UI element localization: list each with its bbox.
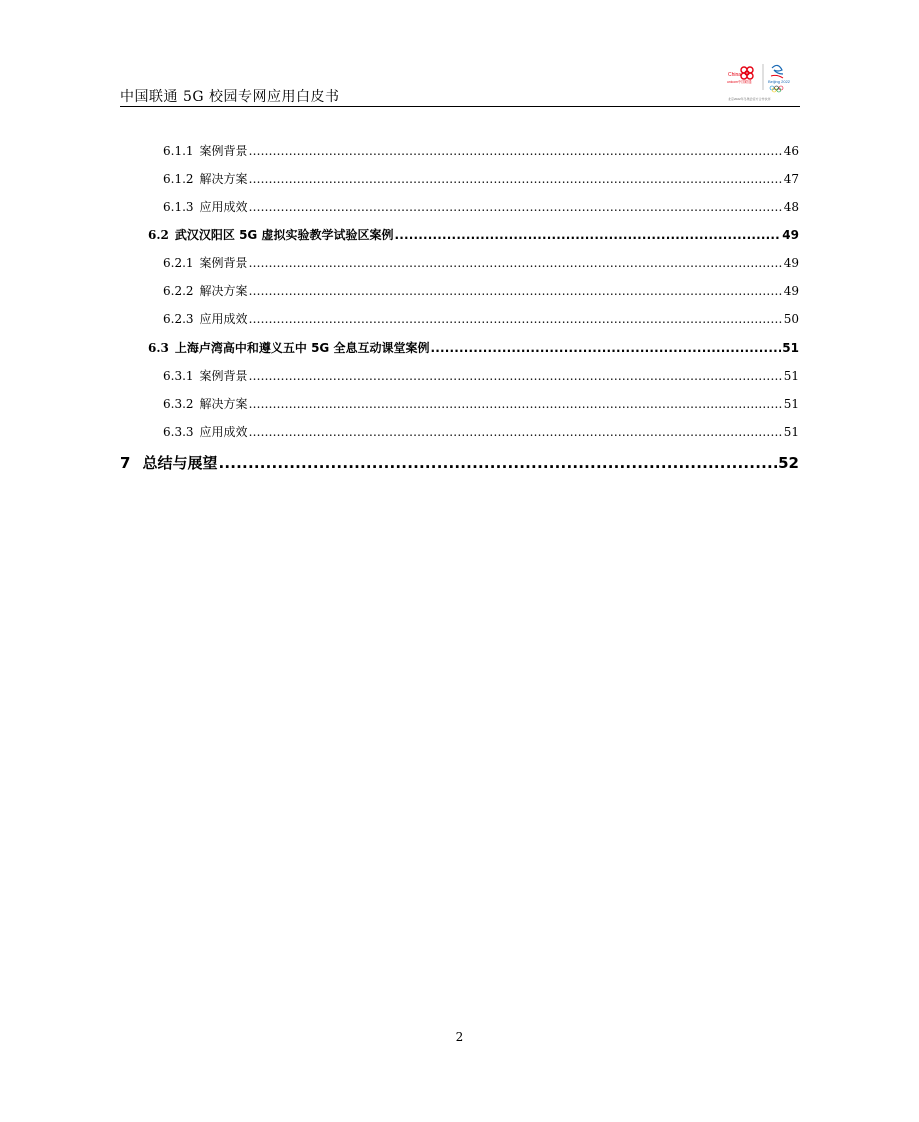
toc-leader-dots	[249, 284, 783, 298]
toc-entry-title: 武汉汉阳区 5G 虚拟实验教学试验区案例	[174, 228, 394, 242]
toc-entry-title: 解决方案	[199, 172, 248, 186]
toc-leader-dots	[249, 200, 783, 214]
toc-entry[interactable]	[163, 395, 799, 412]
toc-entry-title: 解决方案	[199, 284, 248, 298]
svg-text:unicom中国联通: unicom中国联通	[727, 80, 752, 84]
toc-leader-dots	[249, 369, 783, 383]
toc-leader-dots	[394, 228, 781, 242]
toc-entry-number: 6.3.1	[163, 369, 194, 383]
page-number: 2	[455, 1030, 464, 1044]
toc-entry[interactable]	[148, 226, 799, 243]
toc-entry-page: 49	[783, 256, 799, 270]
toc-entry[interactable]	[163, 367, 799, 384]
toc-entry-title: 案例背景	[199, 369, 248, 383]
toc-entry-page: 46	[783, 144, 799, 158]
toc-entry-title: 解决方案	[199, 397, 248, 411]
header-rule	[120, 106, 800, 107]
toc-entry-number: 6.3	[148, 341, 169, 355]
toc-entry-number: 6.2.1	[163, 256, 194, 270]
toc-entry-number: 6.2	[148, 228, 169, 242]
toc-entry-page: 51	[783, 369, 799, 383]
toc-entry-page: 51	[783, 425, 799, 439]
toc-entry-page: 49	[782, 228, 799, 242]
toc-entry-page: 49	[783, 284, 799, 298]
toc-entry-title: 案例背景	[199, 144, 248, 158]
toc-entry[interactable]	[163, 282, 799, 299]
svg-text:China: China	[728, 72, 742, 78]
toc-entry-number: 6.3.2	[163, 397, 194, 411]
logo-tagline: 北京2022年冬奥会官方合作伙伴	[728, 97, 771, 101]
toc-leader-dots	[249, 172, 783, 186]
toc-entry-page: 48	[783, 200, 799, 214]
toc-entry-page: 51	[783, 397, 799, 411]
toc-entry-title: 总结与展望	[142, 454, 218, 472]
toc-entry-page: 52	[778, 454, 799, 472]
toc-entry-number: 7	[120, 454, 131, 472]
toc-entry-title: 应用成效	[199, 312, 248, 326]
header-title: 中国联通 5G 校园专网应用白皮书	[120, 89, 340, 105]
toc-leader-dots	[249, 256, 783, 270]
toc-entry-number: 6.1.2	[163, 172, 194, 186]
toc-entry[interactable]	[163, 142, 799, 159]
toc-entry[interactable]	[148, 339, 799, 356]
toc-leader-dots	[249, 425, 783, 439]
toc-entry-title: 案例背景	[199, 256, 248, 270]
toc-entry-number: 6.1.3	[163, 200, 194, 214]
toc-entry[interactable]	[163, 198, 799, 215]
toc-entry[interactable]	[163, 170, 799, 187]
toc-entry-number: 6.2.2	[163, 284, 194, 298]
toc-entry-number: 6.2.3	[163, 312, 194, 326]
toc-entry-number: 6.1.1	[163, 144, 194, 158]
toc-entry[interactable]	[163, 254, 799, 271]
toc-leader-dots	[430, 341, 781, 355]
logo-block	[724, 62, 800, 104]
toc-entry-title: 应用成效	[199, 200, 248, 214]
toc-leader-dots	[218, 454, 777, 472]
toc-entry-title: 应用成效	[199, 425, 248, 439]
china-unicom-logo	[724, 62, 800, 104]
toc-entry-page: 51	[782, 341, 799, 355]
beijing-2022-label: Beijing 2022	[768, 79, 791, 84]
toc-leader-dots	[249, 312, 783, 326]
toc-entry[interactable]	[163, 423, 799, 440]
toc-leader-dots	[249, 144, 783, 158]
toc-entry-page: 50	[783, 312, 799, 326]
toc-entry[interactable]	[163, 310, 799, 327]
toc-entry-title: 上海卢湾高中和遵义五中 5G 全息互动课堂案例	[174, 341, 430, 355]
toc-entry[interactable]	[120, 452, 799, 473]
toc-entry-page: 47	[783, 172, 799, 186]
toc-leader-dots	[249, 397, 783, 411]
toc-entry-number: 6.3.3	[163, 425, 194, 439]
